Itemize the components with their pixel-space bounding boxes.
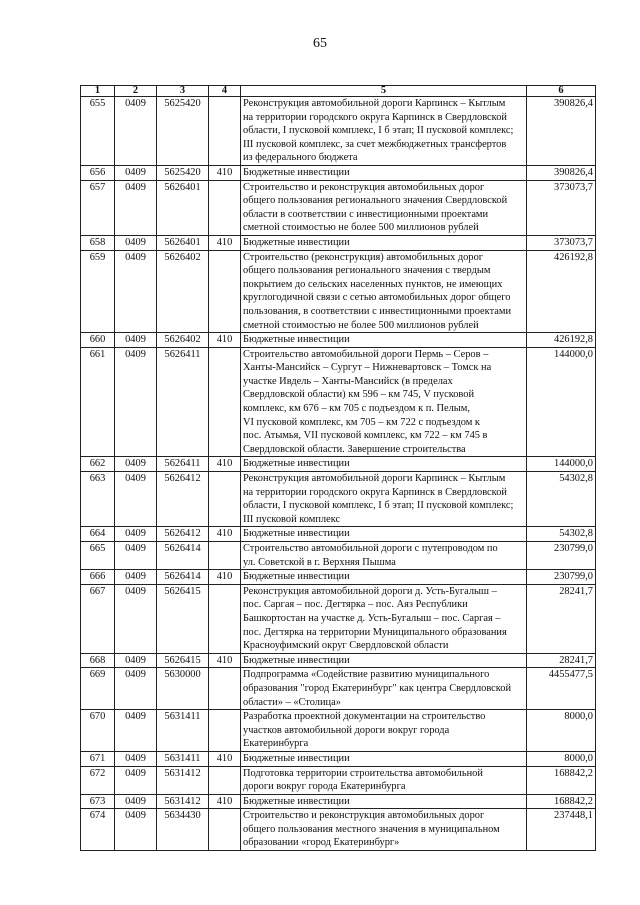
amount-cell: 8000,0: [527, 710, 596, 752]
section-code-cell: 0409: [115, 97, 157, 166]
table-header-row: [81, 86, 596, 97]
table-row: [81, 527, 596, 542]
row-number-cell: 660: [81, 333, 115, 348]
expense-type-cell: [209, 584, 241, 653]
section-code-cell: 0409: [115, 333, 157, 348]
table-row: [81, 570, 596, 585]
row-number-cell: 656: [81, 165, 115, 180]
row-number-cell: 655: [81, 97, 115, 166]
amount-cell: 28241,7: [527, 653, 596, 668]
table-row: [81, 165, 596, 180]
section-code-cell: 0409: [115, 180, 157, 235]
amount-cell: 230799,0: [527, 570, 596, 585]
section-code-cell: 0409: [115, 472, 157, 527]
section-code-cell: 0409: [115, 250, 157, 333]
expense-type-cell: [209, 97, 241, 166]
expense-type-cell: 410: [209, 333, 241, 348]
target-article-cell: 5626415: [157, 653, 209, 668]
amount-cell: 8000,0: [527, 751, 596, 766]
table-row: [81, 250, 596, 333]
table-row: [81, 333, 596, 348]
section-code-cell: 0409: [115, 570, 157, 585]
table-body: [81, 97, 596, 851]
row-number-cell: 657: [81, 180, 115, 235]
section-code-cell: 0409: [115, 710, 157, 752]
section-code-cell: 0409: [115, 542, 157, 570]
expense-type-cell: 410: [209, 794, 241, 809]
amount-cell: 144000,0: [527, 347, 596, 457]
expense-type-cell: 410: [209, 751, 241, 766]
description-cell: Бюджетные инвестиции: [241, 751, 527, 766]
description-cell: Подготовка территории строительства автомобильной дороги вокруг города Екатеринбурга: [241, 766, 527, 794]
row-number-cell: 663: [81, 472, 115, 527]
target-article-cell: 5626415: [157, 584, 209, 653]
expense-type-cell: [209, 710, 241, 752]
row-number-cell: 672: [81, 766, 115, 794]
target-article-cell: 5626412: [157, 472, 209, 527]
amount-cell: 390826,4: [527, 97, 596, 166]
table-row: [81, 235, 596, 250]
target-article-cell: 5634430: [157, 809, 209, 851]
target-article-cell: 5631411: [157, 710, 209, 752]
row-number-cell: 674: [81, 809, 115, 851]
expense-type-cell: 410: [209, 165, 241, 180]
expense-type-cell: 410: [209, 457, 241, 472]
target-article-cell: 5626411: [157, 457, 209, 472]
description-cell: Строительство и реконструкция автомобильных дорог общего пользования регионального значения Свердловской области в соответствии с инвестиционными проектами сметной стоимостью не более 500 миллионов рублей: [241, 180, 527, 235]
expense-type-cell: [209, 180, 241, 235]
row-number-cell: 664: [81, 527, 115, 542]
row-number-cell: 673: [81, 794, 115, 809]
row-number-cell: 665: [81, 542, 115, 570]
description-cell: Бюджетные инвестиции: [241, 235, 527, 250]
section-code-cell: 0409: [115, 165, 157, 180]
table-row: [81, 794, 596, 809]
amount-cell: 426192,8: [527, 250, 596, 333]
description-cell: Бюджетные инвестиции: [241, 794, 527, 809]
table-row: [81, 347, 596, 457]
row-number-cell: 668: [81, 653, 115, 668]
section-code-cell: 0409: [115, 235, 157, 250]
header-col-6: 6: [527, 86, 596, 97]
description-cell: Бюджетные инвестиции: [241, 333, 527, 348]
description-cell: Бюджетные инвестиции: [241, 457, 527, 472]
target-article-cell: 5626412: [157, 527, 209, 542]
header-col-4: 4: [209, 86, 241, 97]
header-col-5: 5: [241, 86, 527, 97]
table-row: [81, 457, 596, 472]
description-cell: Бюджетные инвестиции: [241, 165, 527, 180]
description-cell: Реконструкция автомобильной дороги д. Усть-Бугалыш – пос. Саргая – пос. Дегтярка – пос. Аяз Республики Башкортостан на участке д. Усть-Бугалыш – пос. Саргая – пос. Дегтярка на территории Муниципального образования Красноуфимский округ Свердловской области: [241, 584, 527, 653]
row-number-cell: 669: [81, 668, 115, 710]
row-number-cell: 670: [81, 710, 115, 752]
target-article-cell: 5626401: [157, 235, 209, 250]
table-row: [81, 710, 596, 752]
expense-type-cell: [209, 250, 241, 333]
amount-cell: 230799,0: [527, 542, 596, 570]
description-cell: Бюджетные инвестиции: [241, 570, 527, 585]
section-code-cell: 0409: [115, 794, 157, 809]
row-number-cell: 666: [81, 570, 115, 585]
section-code-cell: 0409: [115, 668, 157, 710]
target-article-cell: 5631411: [157, 751, 209, 766]
amount-cell: 373073,7: [527, 235, 596, 250]
description-cell: Строительство автомобильной дороги с путепроводом по ул. Советской в г. Верхняя Пышма: [241, 542, 527, 570]
table-row: [81, 751, 596, 766]
expense-type-cell: [209, 347, 241, 457]
expense-type-cell: [209, 668, 241, 710]
budget-table: [80, 85, 596, 851]
description-cell: Строительство и реконструкция автомобильных дорог общего пользования местного значения в муниципальном образовании «город Екатеринбург»: [241, 809, 527, 851]
header-col-2: 2: [115, 86, 157, 97]
expense-type-cell: 410: [209, 527, 241, 542]
description-cell: Строительство (реконструкция) автомобильных дорог общего пользования регионального значения с твердым покрытием до сельских населенных пунктов, не имеющих круглогодичной связи с сетью автомобильных дорог общего пользования, в соответствии с инвестиционными проектами сметной стоимостью не более 500 миллионов рублей: [241, 250, 527, 333]
description-cell: Реконструкция автомобильной дороги Карпинск – Кытлым на территории городского округа Карпинск в Свердловской области, I пусковой комплекс, I б этап; II пусковой комплекс; III пусковой комплекс, за счет межбюджетных трансфертов из федерального бюджета: [241, 97, 527, 166]
target-article-cell: 5626402: [157, 250, 209, 333]
description-cell: Бюджетные инвестиции: [241, 527, 527, 542]
row-number-cell: 658: [81, 235, 115, 250]
table-row: [81, 668, 596, 710]
description-cell: Разработка проектной документации на строительство участков автомобильной дороги вокруг города Екатеринбурга: [241, 710, 527, 752]
amount-cell: 54302,8: [527, 527, 596, 542]
table-row: [81, 584, 596, 653]
expense-type-cell: [209, 472, 241, 527]
amount-cell: 144000,0: [527, 457, 596, 472]
table-row: [81, 180, 596, 235]
description-cell: Бюджетные инвестиции: [241, 653, 527, 668]
table-row: [81, 653, 596, 668]
target-article-cell: 5626414: [157, 570, 209, 585]
table-row: [81, 809, 596, 851]
target-article-cell: 5631412: [157, 766, 209, 794]
target-article-cell: 5626411: [157, 347, 209, 457]
description-cell: Реконструкция автомобильной дороги Карпинск – Кытлым на территории городского округа Карпинск в Свердловской области, I пусковой комплекс, I б этап; II пусковой комплекс; III пусковой комплекс: [241, 472, 527, 527]
expense-type-cell: [209, 809, 241, 851]
table-row: [81, 472, 596, 527]
target-article-cell: 5630000: [157, 668, 209, 710]
row-number-cell: 662: [81, 457, 115, 472]
target-article-cell: 5626401: [157, 180, 209, 235]
amount-cell: 426192,8: [527, 333, 596, 348]
target-article-cell: 5625420: [157, 165, 209, 180]
row-number-cell: 671: [81, 751, 115, 766]
table-row: [81, 97, 596, 166]
amount-cell: 4455477,5: [527, 668, 596, 710]
target-article-cell: 5626402: [157, 333, 209, 348]
description-cell: Строительство автомобильной дороги Пермь – Серов – Ханты-Мансийск – Сургут – Нижневартовск – Томск на участке Ивдель – Ханты-Мансийск (в пределах Свердловской области) км 596 – км 745, V пусковой комплекс, км 676 – км 705 с подъездом к п. Пелым, VI пусковой комплекс, км 705 – км 722 с подъездом к пос. Атымья, VII пусковой комплекс, км 722 – км 745 в Свердловской области. Завершение строительства: [241, 347, 527, 457]
section-code-cell: 0409: [115, 584, 157, 653]
amount-cell: 237448,1: [527, 809, 596, 851]
expense-type-cell: [209, 542, 241, 570]
header-col-1: 1: [81, 86, 115, 97]
amount-cell: 168842,2: [527, 766, 596, 794]
row-number-cell: 667: [81, 584, 115, 653]
table-row: [81, 766, 596, 794]
amount-cell: 54302,8: [527, 472, 596, 527]
section-code-cell: 0409: [115, 766, 157, 794]
amount-cell: 373073,7: [527, 180, 596, 235]
section-code-cell: 0409: [115, 457, 157, 472]
row-number-cell: 661: [81, 347, 115, 457]
expense-type-cell: 410: [209, 235, 241, 250]
target-article-cell: 5626414: [157, 542, 209, 570]
expense-type-cell: [209, 766, 241, 794]
expense-type-cell: 410: [209, 653, 241, 668]
target-article-cell: 5631412: [157, 794, 209, 809]
row-number-cell: 659: [81, 250, 115, 333]
header-col-3: 3: [157, 86, 209, 97]
section-code-cell: 0409: [115, 347, 157, 457]
section-code-cell: 0409: [115, 527, 157, 542]
description-cell: Подпрограмма «Содействие развитию муниципального образования "город Екатеринбург" как центра Свердловской области» – «Столица»: [241, 668, 527, 710]
target-article-cell: 5625420: [157, 97, 209, 166]
section-code-cell: 0409: [115, 809, 157, 851]
amount-cell: 28241,7: [527, 584, 596, 653]
page-number: 65: [313, 36, 327, 51]
table-row: [81, 542, 596, 570]
section-code-cell: 0409: [115, 653, 157, 668]
amount-cell: 390826,4: [527, 165, 596, 180]
amount-cell: 168842,2: [527, 794, 596, 809]
expense-type-cell: 410: [209, 570, 241, 585]
section-code-cell: 0409: [115, 751, 157, 766]
